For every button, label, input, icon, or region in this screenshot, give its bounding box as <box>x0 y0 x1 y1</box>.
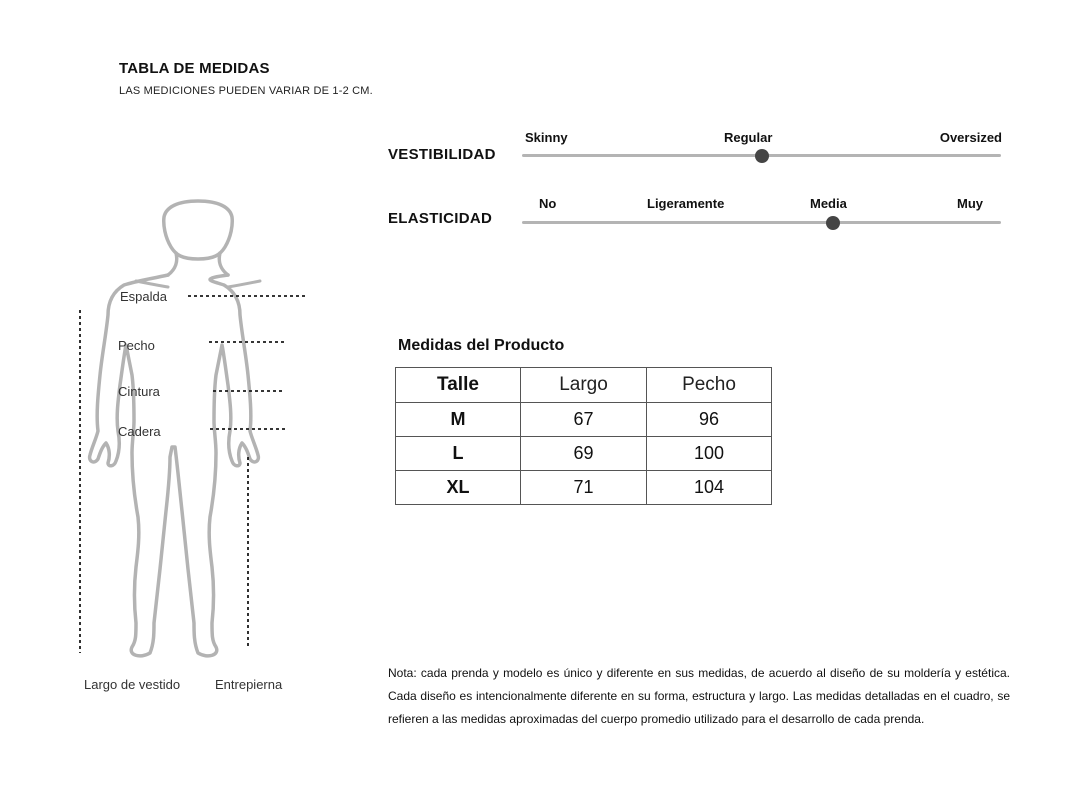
pecho-cell: 96 <box>647 403 772 437</box>
elasticidad-scale <box>522 196 1002 236</box>
size-cell: XL <box>396 471 521 505</box>
table-row <box>396 437 772 471</box>
size-cell: M <box>396 403 521 437</box>
table-header-row <box>396 368 772 403</box>
size-cell: L <box>396 437 521 471</box>
table-row <box>396 471 772 505</box>
body-figure <box>70 195 330 665</box>
pecho-cell: 104 <box>647 471 772 505</box>
largo-cell: 71 <box>521 471 647 505</box>
vestibilidad-label: VESTIBILIDAD <box>388 146 496 163</box>
body-outline <box>90 275 259 656</box>
espalda-label: Espalda <box>120 289 167 304</box>
cintura-label: Cintura <box>118 384 160 399</box>
pecho-cell: 100 <box>647 437 772 471</box>
note-text: Nota: cada prenda y modelo es único y diferente en sus medidas, de acuerdo al diseño de su moldería y estética. Cada diseño es intencionalmente diferente en su forma, estructura y largo. Las medidas detalladas en el cuadro, se refieren a las medidas aproximadas del cuerpo promedio utilizado para el desarrollo de cada prenda. <box>388 666 1010 726</box>
header-talle: Talle <box>396 368 521 403</box>
largo-cell: 69 <box>521 437 647 471</box>
header-largo: Largo <box>521 368 647 403</box>
pecho-label: Pecho <box>118 338 155 353</box>
cadera-label: Cadera <box>118 424 161 439</box>
header-pecho: Pecho <box>647 368 772 403</box>
vestibilidad-option-oversized: Oversized <box>939 130 1002 145</box>
elasticidad-indicator <box>826 216 840 230</box>
size-table <box>395 367 772 505</box>
neck-left <box>168 253 177 275</box>
vestibilidad-scale <box>522 130 1002 170</box>
table-title: Medidas del Producto <box>398 337 565 354</box>
page-title: TABLA DE MEDIDAS <box>119 60 270 77</box>
table-row <box>396 403 772 437</box>
vestibilidad-indicator <box>755 149 769 163</box>
vestibilidad-option-skinny: Skinny <box>525 130 568 145</box>
collarbone-right <box>228 281 260 287</box>
neck-right <box>219 253 228 275</box>
elasticidad-option-muy: Muy <box>957 196 983 211</box>
elasticidad-option-no: No <box>539 196 557 211</box>
entrepierna-label: Entrepierna <box>215 677 283 692</box>
largo-de-vestido-label: Largo de vestido <box>84 677 181 692</box>
elasticidad-track <box>522 221 1001 224</box>
page-subtitle: LAS MEDICIONES PUEDEN VARIAR DE 1-2 CM. <box>119 85 373 97</box>
elasticidad-label: ELASTICIDAD <box>388 210 493 227</box>
largo-cell: 67 <box>521 403 647 437</box>
vestibilidad-option-regular: Regular <box>724 130 773 145</box>
elasticidad-option-media: Media <box>810 196 847 211</box>
head-outline <box>164 201 232 259</box>
elasticidad-option-ligeramente: Ligeramente <box>647 196 725 211</box>
